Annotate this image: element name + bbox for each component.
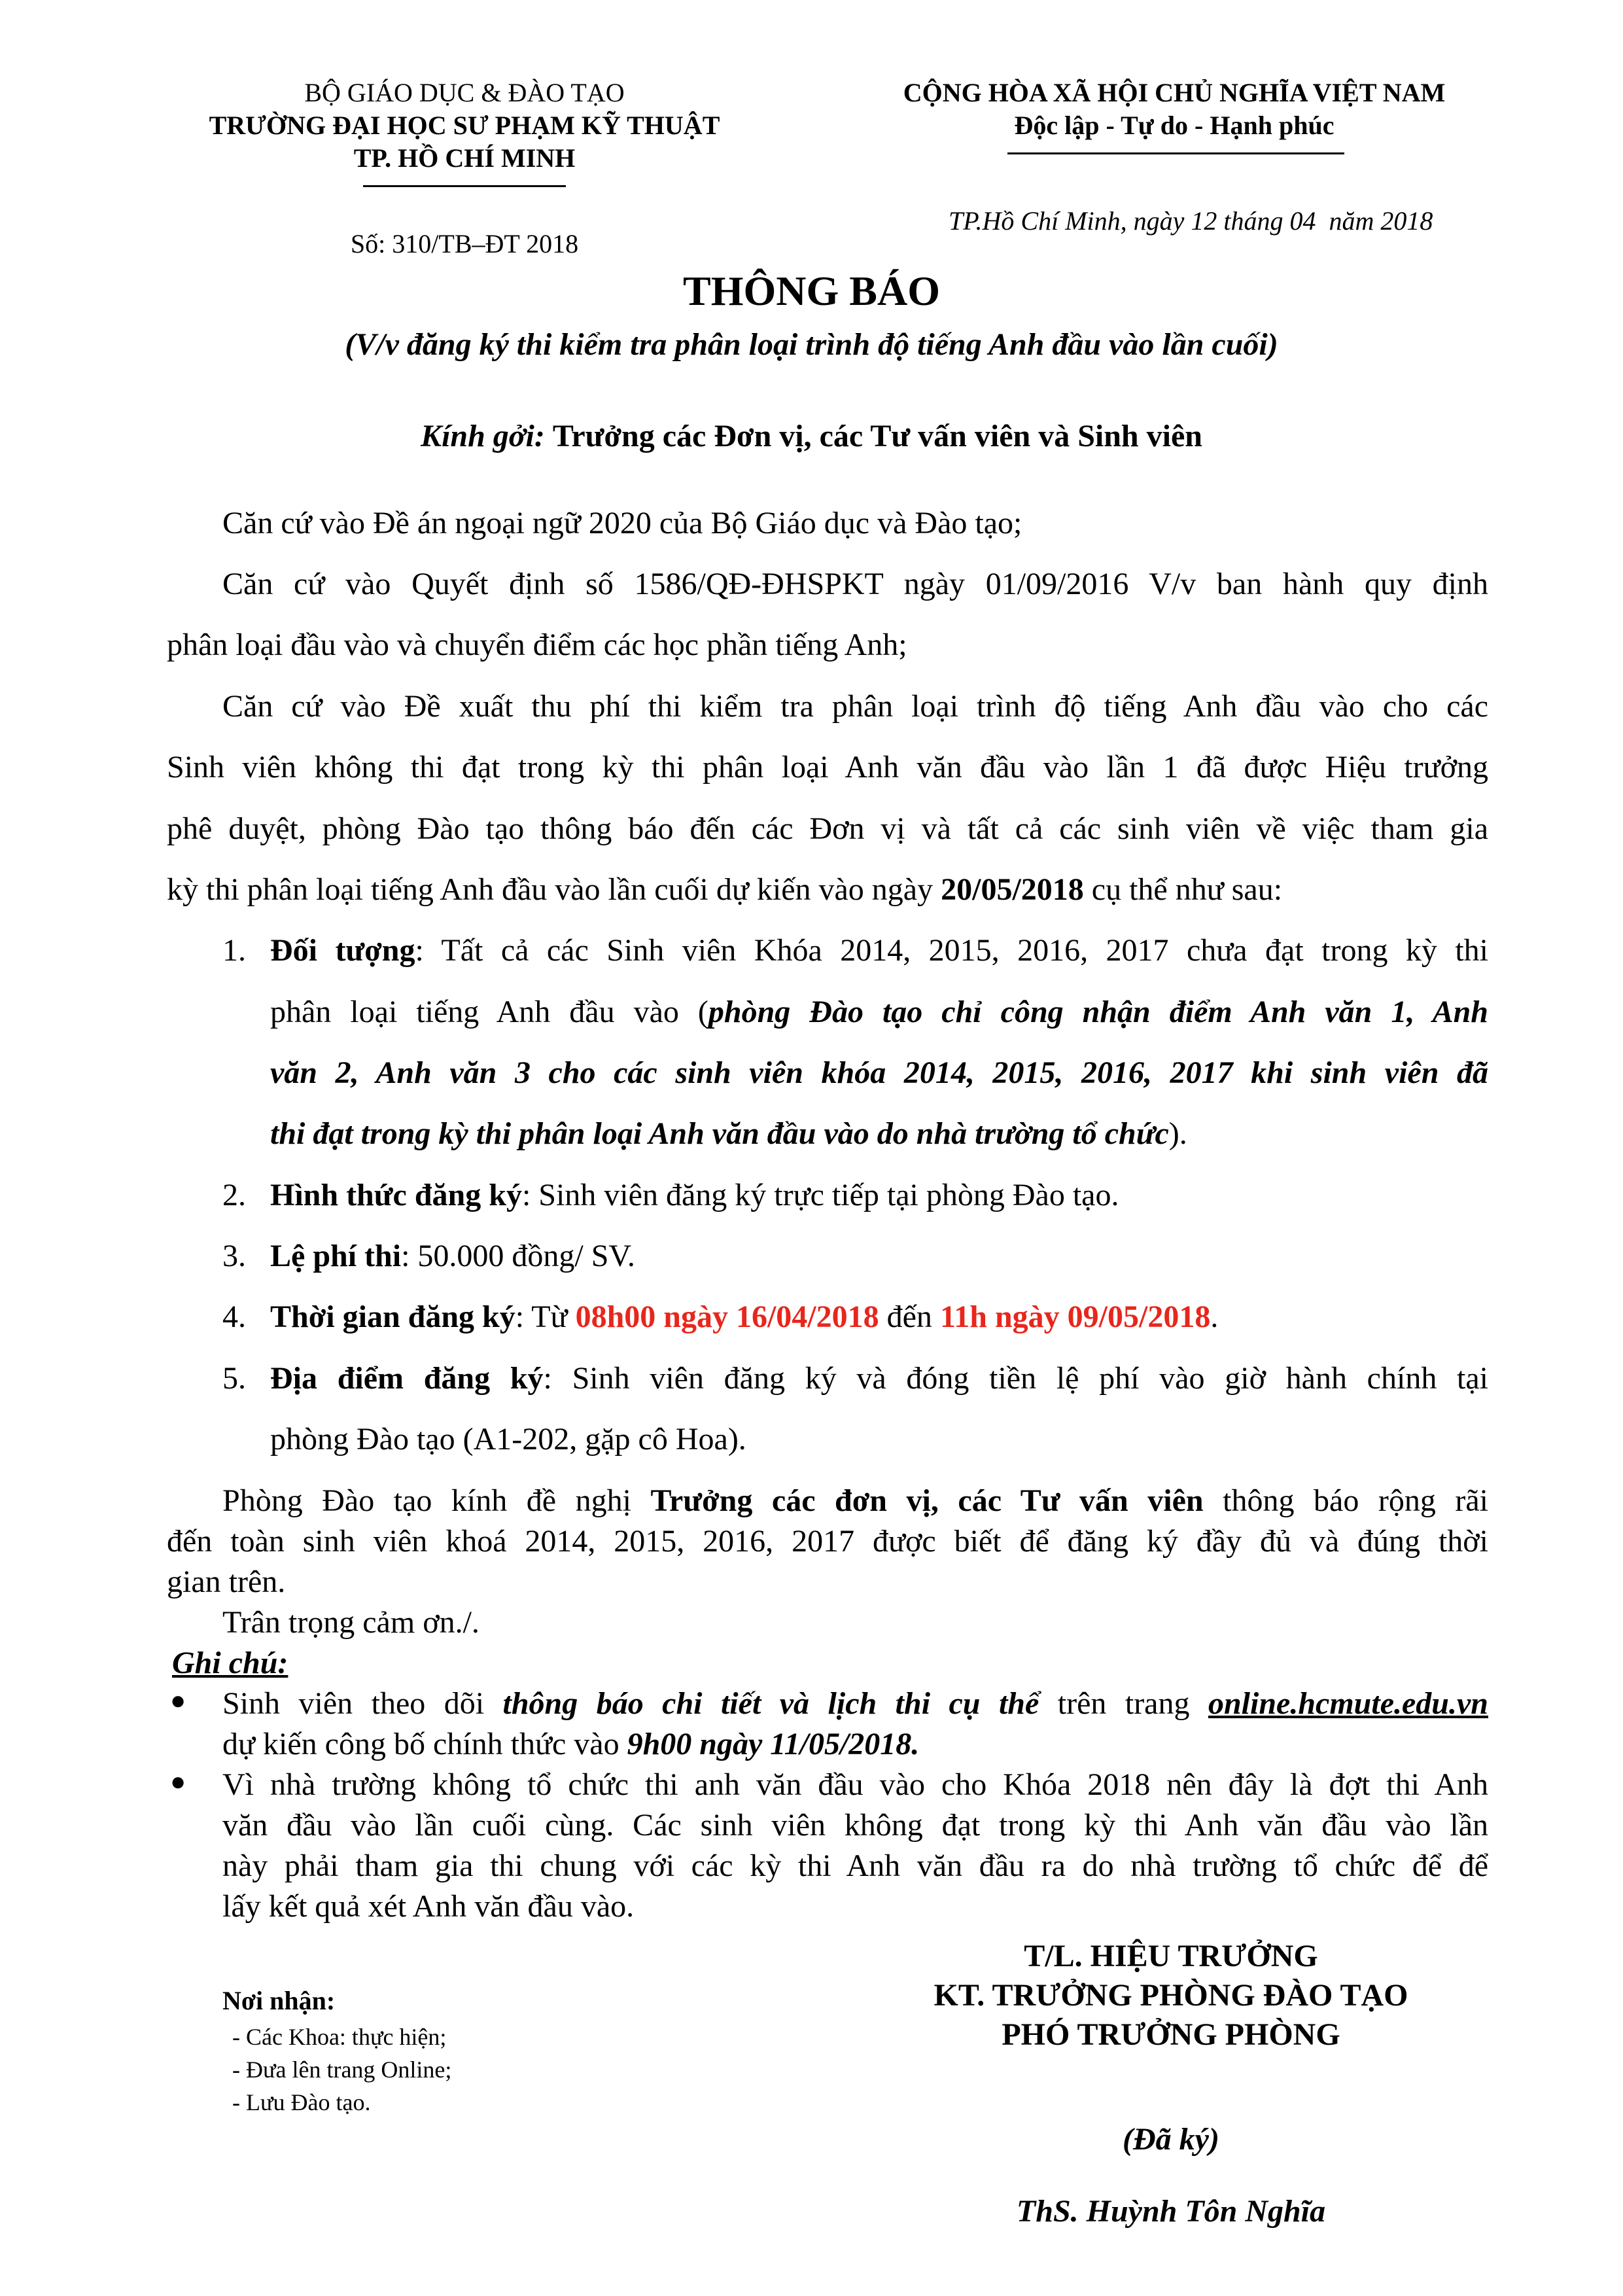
note-1-text-2: dự kiến công bố chính thức vào bbox=[222, 1727, 627, 1761]
item-1-line-3: văn 2, Anh văn 3 cho các sinh viên khóa 2014, 2015, 2016, 2017 khi sinh viên đã bbox=[270, 1055, 1488, 1090]
website-link[interactable]: online.hcmute.edu.vn bbox=[1208, 1686, 1488, 1721]
addressee-label: Kính gởi: bbox=[421, 419, 545, 453]
item-4-number: 4. bbox=[222, 1299, 246, 1334]
national-motto: Độc lập - Tự do - Hạnh phúc bbox=[1014, 111, 1335, 140]
basis-3-tail: cụ thể như sau: bbox=[1083, 872, 1283, 907]
item-1-emphasis-2: thi đạt trong kỳ thi phân loại Anh văn đầu vào do nhà trường tổ chức bbox=[270, 1116, 1169, 1151]
document-number: Số: 310/TB–ĐT 2018 bbox=[350, 229, 579, 258]
item-4-text-a: : Từ bbox=[515, 1299, 576, 1334]
country-name: CỘNG HÒA XÃ HỘI CHỦ NGHĨA VIỆT NAM bbox=[903, 78, 1446, 107]
item-1-line-4 bbox=[270, 1114, 1187, 1154]
header-right-divider bbox=[1007, 152, 1344, 154]
note-1-line-2 bbox=[222, 1724, 919, 1765]
closing-line-1 bbox=[222, 1481, 1488, 1521]
item-1-line-2 bbox=[270, 993, 1488, 1032]
closing-line-3: gian trên. bbox=[167, 1564, 286, 1599]
signature-block bbox=[877, 1937, 1465, 2055]
basis-3-line-1: Căn cứ vào Đề xuất thu phí thi kiểm tra phân loại trình độ tiếng Anh đầu vào cho các bbox=[222, 689, 1488, 724]
header-left-divider bbox=[363, 185, 566, 187]
addressee-text: Trưởng các Đơn vị, các Tư vấn viên và Sinh viên bbox=[552, 419, 1202, 453]
recipient-item: - Đưa lên trang Online; bbox=[232, 2057, 452, 2083]
signature-line-1: T/L. HIỆU TRƯỞNG bbox=[1024, 1939, 1318, 1973]
note-1-emphasis: thông báo chi tiết và lịch thi cụ thể bbox=[502, 1686, 1039, 1721]
signed-note: (Đã ký) bbox=[1123, 2122, 1219, 2157]
item-4-text-c: đến bbox=[879, 1299, 940, 1334]
item-2 bbox=[270, 1176, 1119, 1215]
item-3-number: 3. bbox=[222, 1239, 246, 1273]
item-4-label: Thời gian đăng ký bbox=[270, 1299, 515, 1334]
note-2-line-2: văn đầu vào lần cuối cùng. Các sinh viên không đạt trong kỳ thi Anh văn đầu vào lần bbox=[222, 1808, 1488, 1843]
basis-2-line-2: phân loại đầu vào và chuyển điểm các học phần tiếng Anh; bbox=[167, 627, 907, 662]
item-2-text: : Sinh viên đăng ký trực tiếp tại phòng Đào tạo. bbox=[521, 1178, 1119, 1212]
header-right bbox=[831, 77, 1518, 142]
item-2-number: 2. bbox=[222, 1178, 246, 1212]
registration-end: 11h ngày 09/05/2018 bbox=[939, 1299, 1211, 1334]
recipients-list bbox=[232, 2021, 451, 2119]
ministry-name: BỘ GIÁO DỤC & ĐÀO TẠO bbox=[304, 78, 625, 107]
document-title: THÔNG BÁO bbox=[683, 268, 940, 314]
recipients-heading: Nơi nhận: bbox=[222, 1986, 336, 2015]
item-1-text: : Tất cả các Sinh viên Khóa 2014, 2015, 2016, 2017 chưa đạt trong kỳ thi bbox=[415, 933, 1489, 968]
note-1-line-1 bbox=[222, 1684, 1488, 1724]
basis-2-line-1: Căn cứ vào Quyết định số 1586/QĐ-ĐHSPKT ngày 01/09/2016 V/v ban hành quy định bbox=[222, 567, 1488, 601]
item-5-text: : Sinh viên đăng ký và đóng tiền lệ phí vào giờ hành chính tại bbox=[543, 1361, 1489, 1396]
basis-3-line-2: Sinh viên không thi đạt trong kỳ thi phân loại Anh văn đầu vào lần 1 đã được Hiệu trưởng bbox=[167, 750, 1488, 785]
closing-recipients: Trưởng các đơn vị, các Tư vấn viên bbox=[650, 1483, 1204, 1518]
exam-date: 20/05/2018 bbox=[941, 872, 1084, 907]
header-left bbox=[150, 77, 778, 175]
thanks: Trân trọng cảm ơn./. bbox=[222, 1605, 480, 1640]
basis-3-line-3: phê duyệt, phòng Đào tạo thông báo đến các Đơn vị và tất cả các sinh viên về việc tham gia bbox=[167, 811, 1488, 846]
closing-line-2: đến toàn sinh viên khoá 2014, 2015, 2016, 2017 được biết để đăng ký đầy đủ và đúng thời bbox=[167, 1524, 1488, 1559]
item-1-close: ). bbox=[1168, 1116, 1187, 1151]
item-3-label: Lệ phí thi bbox=[270, 1239, 402, 1273]
note-2-line-1: Vì nhà trường không tổ chức thi anh văn đầu vào cho Khóa 2018 nên đây là đợt thi Anh bbox=[222, 1767, 1488, 1802]
addressee bbox=[0, 417, 1623, 456]
item-1-emphasis-1: phòng Đào tạo chỉ công nhận điểm Anh văn 1, Anh bbox=[708, 995, 1488, 1029]
item-1-number: 1. bbox=[222, 933, 246, 968]
recipient-item: - Lưu Đào tạo. bbox=[232, 2089, 371, 2115]
basis-1: Căn cứ vào Đề án ngoại ngữ 2020 của Bộ Giáo dục và Đào tạo; bbox=[222, 506, 1022, 540]
closing-text-a: Phòng Đào tạo kính đề nghị bbox=[222, 1483, 651, 1518]
item-4 bbox=[270, 1298, 1218, 1337]
university-name: TRƯỜNG ĐẠI HỌC SƯ PHẠM KỸ THUẬT bbox=[209, 111, 720, 140]
city-name: TP. HỒ CHÍ MINH bbox=[353, 143, 576, 173]
basis-3-line-4 bbox=[167, 870, 1488, 910]
place-date: TP.Hồ Chí Minh, ngày 12 tháng 04 năm 2018 bbox=[949, 206, 1433, 236]
item-2-label: Hình thức đăng ký bbox=[270, 1178, 522, 1212]
item-1-text-2: phân loại tiếng Anh đầu vào ( bbox=[270, 995, 708, 1029]
note-2-line-3: này phải tham gia thi chung với các kỳ thi Anh văn đầu ra do nhà trường tổ chức để để bbox=[222, 1848, 1488, 1883]
item-3 bbox=[270, 1237, 635, 1276]
note-1-text-a: Sinh viên theo dõi bbox=[222, 1686, 503, 1721]
item-4-text-e: . bbox=[1210, 1299, 1219, 1334]
note-2-bullet: ● bbox=[170, 1767, 186, 1796]
signature-line-2: KT. TRƯỞNG PHÒNG ĐÀO TẠO bbox=[934, 1978, 1408, 2013]
recipient-item: - Các Khoa: thực hiện; bbox=[232, 2024, 447, 2050]
item-1-line-1 bbox=[270, 931, 1488, 970]
signer-name: ThS. Huỳnh Tôn Nghĩa bbox=[1016, 2194, 1326, 2229]
note-2-line-4: lấy kết quả xét Anh văn đầu vào. bbox=[222, 1889, 635, 1924]
item-5-line-2: phòng Đào tạo (A1-202, gặp cô Hoa). bbox=[270, 1422, 746, 1457]
publish-date: 9h00 ngày 11/05/2018. bbox=[627, 1727, 920, 1761]
item-5-number: 5. bbox=[222, 1361, 246, 1396]
item-5-label: Địa điểm đăng ký bbox=[270, 1361, 544, 1396]
notes-heading: Ghi chú: bbox=[172, 1646, 288, 1680]
note-1-text-c: trên trang bbox=[1039, 1686, 1208, 1721]
note-1-bullet: ● bbox=[170, 1686, 186, 1715]
item-3-text: : 50.000 đồng/ SV. bbox=[401, 1239, 635, 1273]
basis-3-text: kỳ thi phân loại tiếng Anh đầu vào lần cuối dự kiến vào ngày bbox=[167, 872, 941, 907]
item-1-label: Đối tượng bbox=[270, 933, 415, 968]
registration-start: 08h00 ngày 16/04/2018 bbox=[575, 1299, 879, 1334]
document-subtitle: (V/v đăng ký thi kiểm tra phân loại trình độ tiếng Anh đầu vào lần cuối) bbox=[345, 327, 1278, 362]
signature-line-3: PHÓ TRƯỞNG PHÒNG bbox=[1002, 2017, 1340, 2052]
item-5-line-1 bbox=[270, 1359, 1488, 1398]
closing-text-c: thông báo rộng rãi bbox=[1203, 1483, 1489, 1518]
